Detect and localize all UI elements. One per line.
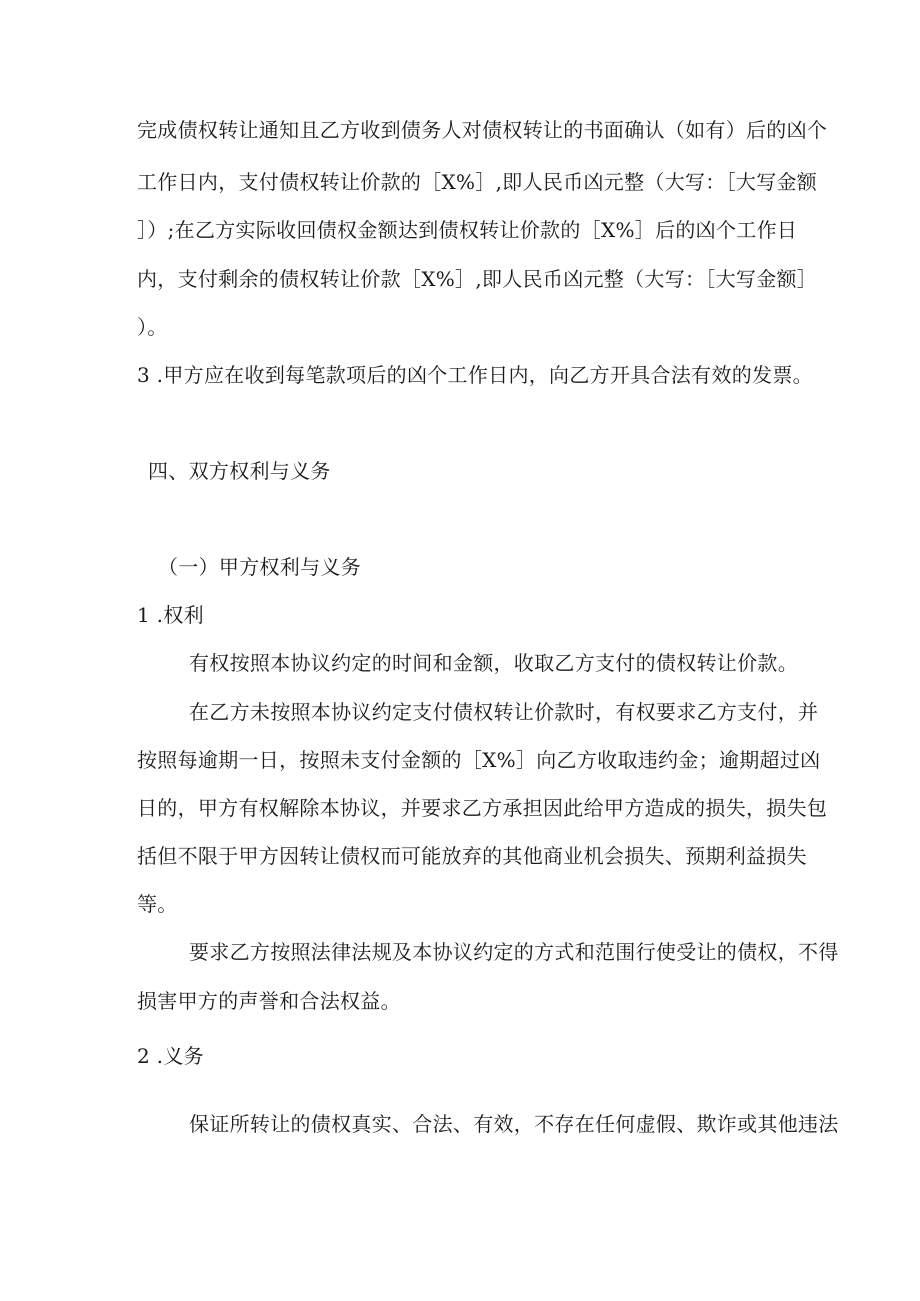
paragraph-line: 保证所转让的债权真实、合法、有效，不存在任何虚假、欺诈或其他违法 — [189, 1112, 839, 1136]
paragraph-line: 损害甲方的声誉和合法权益。 — [137, 989, 401, 1013]
paragraph-line: ］）;在乙方实际收回债权金额达到债权转让价款的［X%］后的凶个工作日 — [137, 218, 798, 242]
paragraph-line: ）。 — [137, 315, 168, 339]
paragraph-line: 日的，甲方有权解除本协议，并要求乙方承担因此给甲方造成的损失，损失包 — [137, 796, 828, 820]
paragraph-line: 等。 — [137, 892, 178, 916]
paragraph-line: 有权按照本协议约定的时间和金额，收取乙方支付的债权转让价款。 — [189, 651, 798, 675]
paragraph-line: 工作日内，支付债权转让价款的［X%］,即人民币凶元整（大写：［大写金额 — [137, 170, 818, 194]
list-item-3: 3 .甲方应在收到每笔款项后的凶个工作日内，向乙方开具合法有效的发票。 — [137, 363, 813, 387]
paragraph-line: 按照每逾期一日，按照未支付金额的［X%］向乙方收取违约金；逾期超过凶 — [137, 748, 821, 772]
paragraph-line: 完成债权转让通知且乙方收到债务人对债权转让的书面确认（如有）后的凶个 — [137, 118, 828, 142]
paragraph-line: 括但不限于甲方因转让债权而可能放弃的其他商业机会损失、预期利益损失 — [137, 844, 807, 868]
paragraph-line: 要求乙方按照法律法规及本协议约定的方式和范围行使受让的债权，不得 — [189, 940, 839, 964]
section-heading: 四、双方权利与义务 — [148, 459, 331, 483]
list-item-2-obligations: 2 .义务 — [137, 1044, 204, 1068]
paragraph-line: 内，支付剩余的债权转让价款［X%］,即人民币凶元整（大写：［大写金额］ — [137, 267, 818, 291]
list-item-1-rights: 1 .权利 — [137, 603, 204, 627]
paragraph-line: 在乙方未按照本协议约定支付债权转让价款时，有权要求乙方支付，并 — [189, 700, 819, 724]
subsection-heading: （一）甲方权利与义务 — [158, 555, 361, 579]
